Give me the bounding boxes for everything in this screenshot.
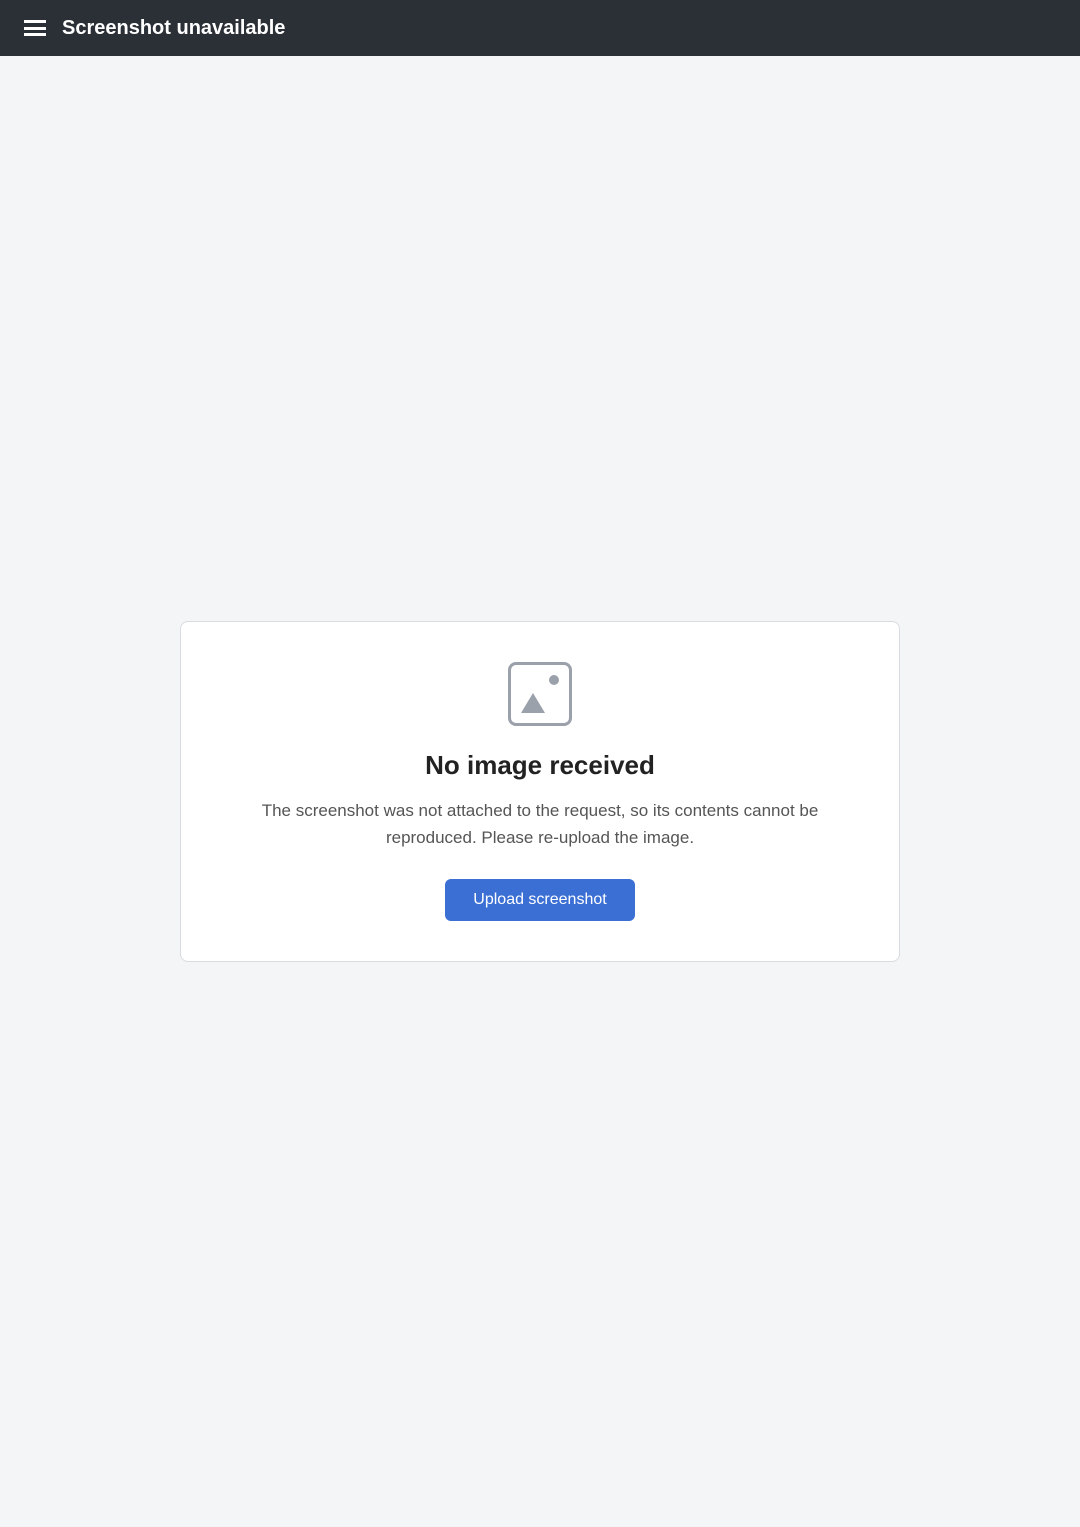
title-bar: [0, 0, 1080, 56]
notice-message: The screenshot was not attached to the request, so its contents cannot be reproduced. Please re-upload the image.: [261, 800, 819, 847]
main-content: [0, 56, 1080, 1527]
menu-icon[interactable]: [24, 20, 46, 36]
notice-card: [180, 621, 900, 962]
window-title: Screenshot unavailable: [62, 16, 286, 39]
upload-button[interactable]: Upload screenshot: [445, 879, 634, 921]
image-placeholder-icon: [508, 662, 572, 726]
notice-heading: No image received: [425, 749, 655, 780]
